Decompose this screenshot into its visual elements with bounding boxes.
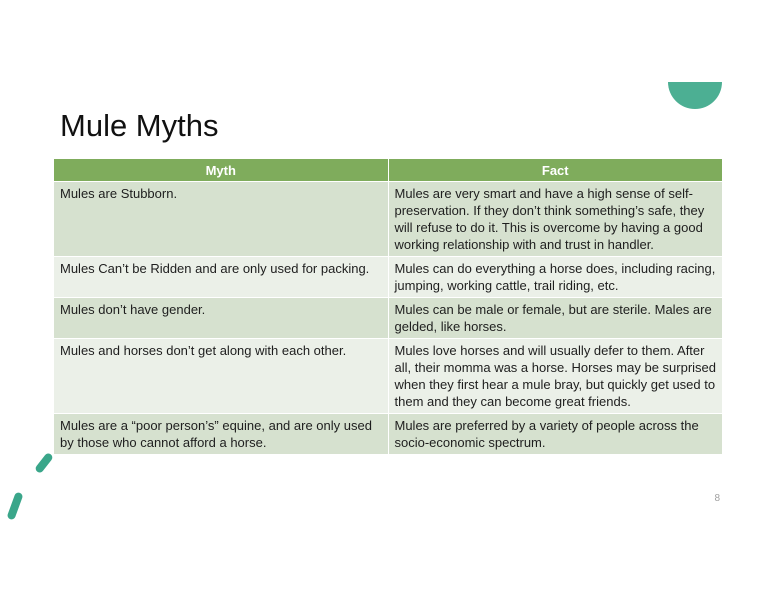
decorative-dash: [6, 491, 23, 520]
myth-fact-table: [54, 159, 722, 454]
table-row: [54, 257, 722, 298]
table-row: [54, 182, 722, 257]
page-number: 8: [714, 493, 720, 504]
table-row: [54, 298, 722, 339]
column-header-fact: Fact: [388, 159, 722, 182]
decorative-semicircle: [668, 82, 722, 109]
column-header-myth: Myth: [54, 159, 388, 182]
myth-cell: Mules are Stubborn.: [54, 182, 388, 257]
fact-cell: Mules can be male or female, but are sterile. Males are gelded, like horses.: [388, 298, 722, 339]
myth-cell: Mules are a “poor person’s” equine, and are only used by those who cannot afford a horse.: [54, 414, 388, 455]
myth-cell: Mules Can’t be Ridden and are only used for packing.: [54, 257, 388, 298]
fact-cell: Mules can do everything a horse does, including racing, jumping, working cattle, trail riding, etc.: [388, 257, 722, 298]
myth-cell: Mules don’t have gender.: [54, 298, 388, 339]
decorative-dash: [34, 452, 54, 474]
fact-cell: Mules love horses and will usually defer to them. After all, their momma was a horse. Horses may be surprised when they first hear a mule bray, but quickly get used to them and they can become great friends.: [388, 339, 722, 414]
fact-cell: Mules are preferred by a variety of people across the socio-economic spectrum.: [388, 414, 722, 455]
fact-cell: Mules are very smart and have a high sense of self-preservation. If they don’t think something’s safe, they will refuse to do it. This is overcome by having a good working relationship with and trust in handler.: [388, 182, 722, 257]
table-row: [54, 339, 722, 414]
myth-cell: Mules and horses don’t get along with each other.: [54, 339, 388, 414]
table-row: [54, 414, 722, 455]
slide-title: Mule Myths: [60, 108, 219, 143]
table-header-row: [54, 159, 722, 182]
